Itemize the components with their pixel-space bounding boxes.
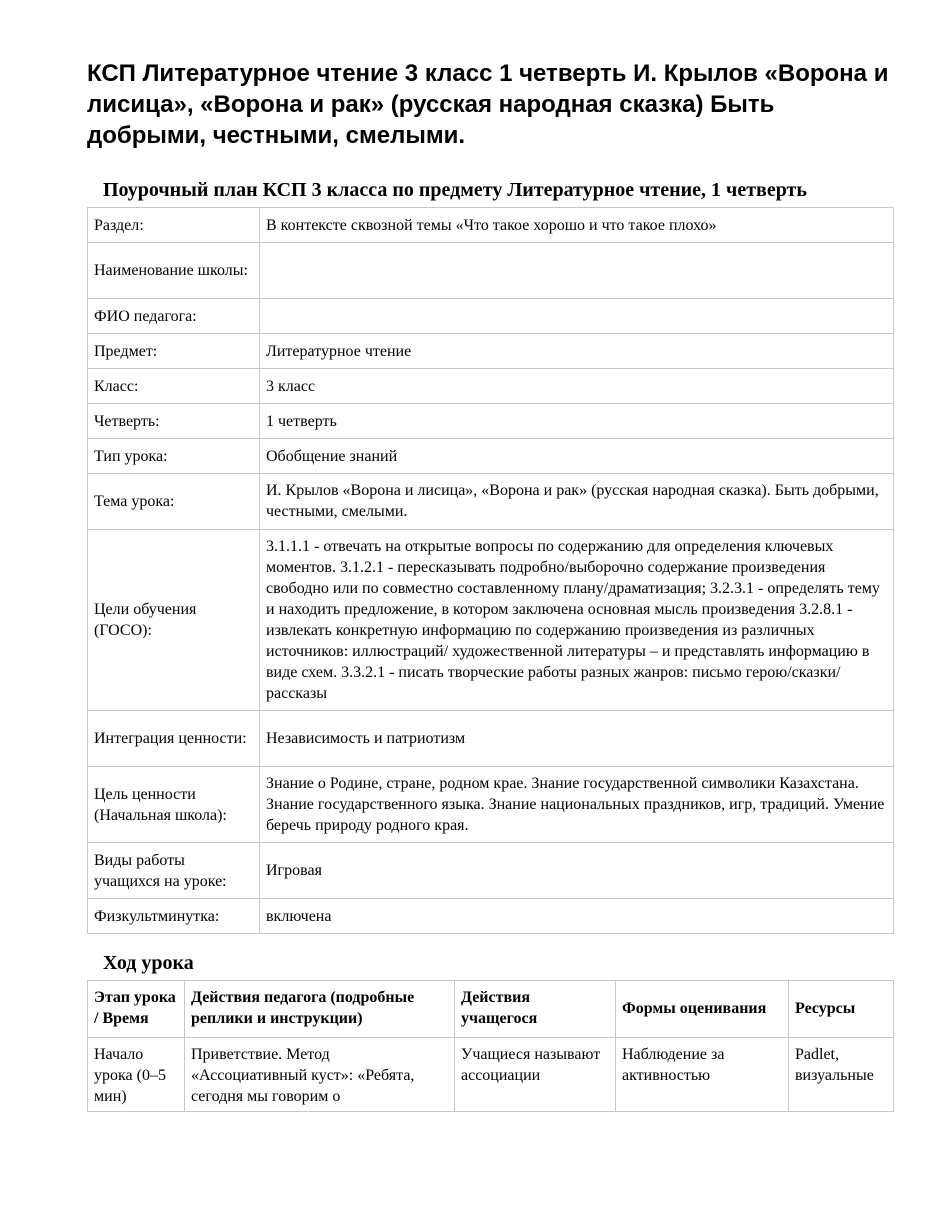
lesson-course-table xyxy=(87,980,894,1112)
info-row-value: 3.1.1.1 - отвечать на открытые вопросы по содержанию для определения ключевых моментов. 3.1.2.1 - пересказывать подробно/выборочно содержание произведения свободно или по совместно составленному плану/драматизация; 3.2.3.1 - определять тему и находить предложение, в котором заключена основная мысль произведения 3.2.8.1 - извлекать конкретную информацию по содержанию произведения из различных источников: иллюстраций/ художественной литературы – и представлять информацию в виде схем. 3.3.2.1 - писать творческие работы разных жанров: письмо герою/сказки/ рассказы xyxy=(260,530,894,711)
info-row-label: Четверть: xyxy=(88,404,260,439)
info-row xyxy=(88,334,894,369)
info-row-value: В контексте сквозной темы «Что такое хорошо и что такое плохо» xyxy=(260,208,894,243)
cell-student-actions: Учащиеся называют ассоциации xyxy=(455,1038,616,1112)
lesson-course-heading: Ход урока xyxy=(103,952,194,974)
course-row xyxy=(88,1038,894,1112)
cell-assessment: Наблюдение за активностью xyxy=(616,1038,789,1112)
info-row-label: Тип урока: xyxy=(88,439,260,474)
cell-stage: Начало урока (0–5 мин) xyxy=(88,1038,185,1112)
info-row-value: Игровая xyxy=(260,843,894,899)
info-row xyxy=(88,369,894,404)
info-row-value xyxy=(260,299,894,334)
info-row xyxy=(88,530,894,711)
document-title: КСП Литературное чтение 3 класс 1 четверть И. Крылов «Ворона и лисица», «Ворона и рак» (русская народная сказка) Быть добрыми, честными, смелыми. xyxy=(87,60,889,149)
info-row xyxy=(88,767,894,843)
info-row-value xyxy=(260,243,894,299)
info-row-label: Предмет: xyxy=(88,334,260,369)
header-stage: Этап урока / Время xyxy=(88,981,185,1038)
info-row-value: 1 четверть xyxy=(260,404,894,439)
header-assessment: Формы оценивания xyxy=(616,981,789,1038)
info-row-label: Класс: xyxy=(88,369,260,404)
header-resources: Ресурсы xyxy=(789,981,894,1038)
info-row-label: Цели обучения (ГОСО): xyxy=(88,530,260,711)
info-row xyxy=(88,404,894,439)
info-row xyxy=(88,843,894,899)
lesson-plan-heading: Поурочный план КСП 3 класса по предмету Литературное чтение, 1 четверть xyxy=(103,179,807,201)
cell-teacher-actions: Приветствие. Метод «Ассоциативный куст»: «Ребята, сегодня мы говорим о xyxy=(185,1038,455,1112)
course-header-row xyxy=(88,981,894,1038)
info-row-value: Независимость и патриотизм xyxy=(260,711,894,767)
info-row xyxy=(88,299,894,334)
info-row-value: Обобщение знаний xyxy=(260,439,894,474)
info-row xyxy=(88,899,894,934)
document-page xyxy=(87,58,893,1112)
cell-resources: Padlet, визуальные xyxy=(789,1038,894,1112)
header-student-actions: Действия учащегося xyxy=(455,981,616,1038)
info-row-label: Наименование школы: xyxy=(88,243,260,299)
info-row xyxy=(88,208,894,243)
info-row xyxy=(88,474,894,530)
info-row-label: Раздел: xyxy=(88,208,260,243)
info-row-label: Виды работы учащихся на уроке: xyxy=(88,843,260,899)
info-row xyxy=(88,243,894,299)
header-teacher-actions: Действия педагога (подробные реплики и инструкции) xyxy=(185,981,455,1038)
info-row-value: И. Крылов «Ворона и лисица», «Ворона и рак» (русская народная сказка). Быть добрыми, честными, смелыми. xyxy=(260,474,894,530)
info-row-label: Интеграция ценности: xyxy=(88,711,260,767)
info-row xyxy=(88,439,894,474)
info-row-label: Физкультминутка: xyxy=(88,899,260,934)
info-row-label: ФИО педагога: xyxy=(88,299,260,334)
info-row-value: Литературное чтение xyxy=(260,334,894,369)
info-row-value: Знание о Родине, стране, родном крае. Знание государственной символики Казахстана. Знание государственного языка. Знание национальных праздников, игр, традиций. Умение беречь природу родного края. xyxy=(260,767,894,843)
lesson-info-table xyxy=(87,207,894,934)
info-row-value: включена xyxy=(260,899,894,934)
info-row-value: 3 класс xyxy=(260,369,894,404)
info-row-label: Цель ценности (Начальная школа): xyxy=(88,767,260,843)
info-row-label: Тема урока: xyxy=(88,474,260,530)
info-row xyxy=(88,711,894,767)
